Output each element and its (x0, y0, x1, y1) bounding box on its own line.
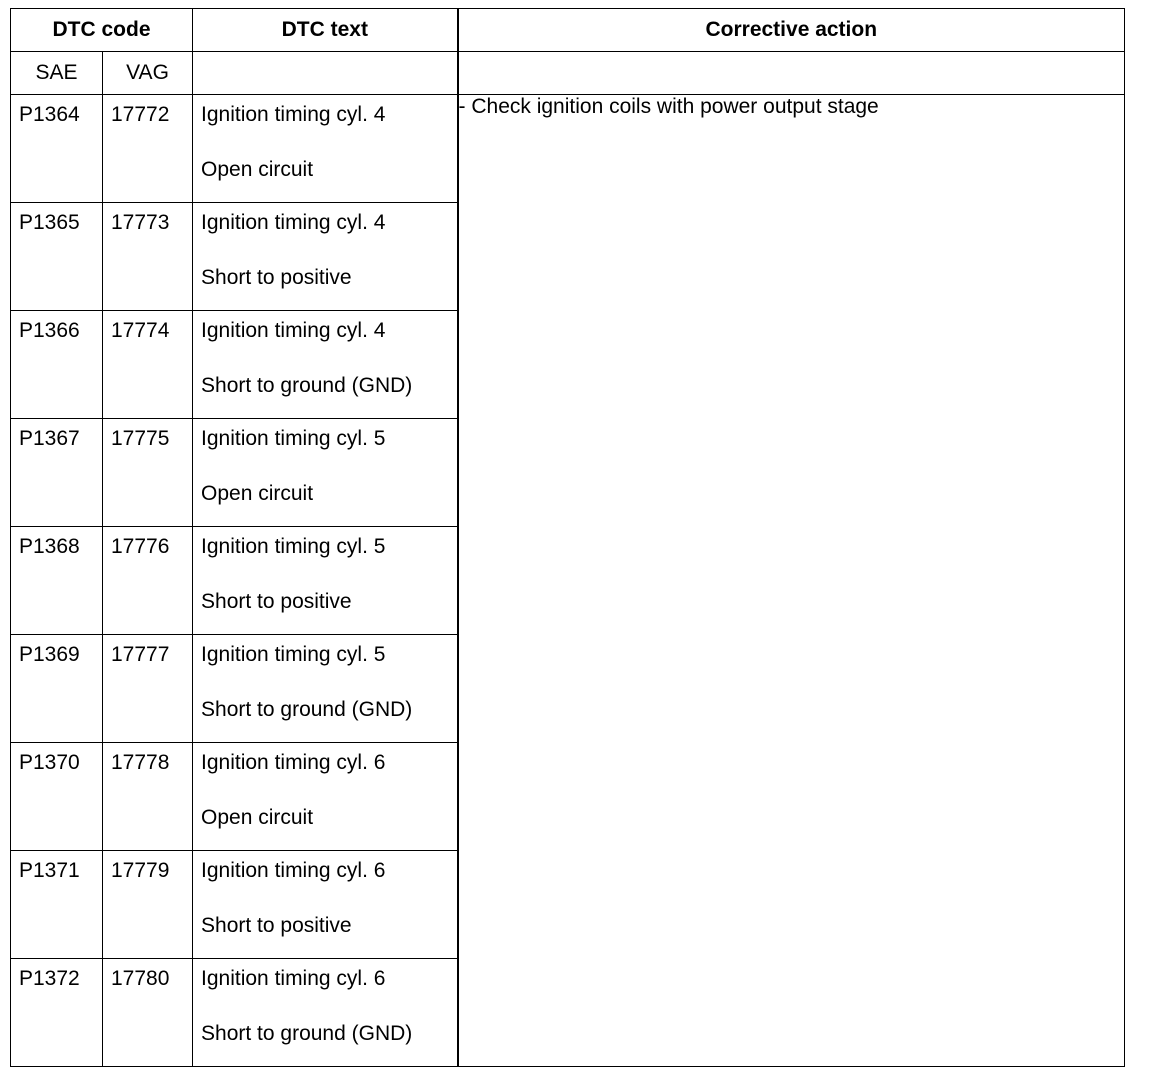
dtc-table-body (11, 95, 1125, 1067)
subheader-row (11, 52, 1125, 95)
header-corrective-action: Corrective action (458, 9, 1125, 52)
dtc-text-fault: Short to positive (201, 914, 352, 937)
sae-code: P1367 (19, 427, 80, 450)
vag-code: 17778 (111, 751, 170, 774)
vag-code: 17776 (111, 535, 170, 558)
dtc-text-fault: Short to positive (201, 266, 352, 289)
sae-code-cell (11, 959, 103, 1067)
dtc-text-fault: Short to positive (201, 590, 352, 613)
sae-code-cell (11, 635, 103, 743)
dtc-text-cell (193, 851, 458, 959)
sae-code-cell (11, 203, 103, 311)
subheader-vag: VAG (103, 52, 193, 95)
sae-code: P1370 (19, 751, 80, 774)
sae-code: P1372 (19, 967, 80, 990)
sae-code: P1366 (19, 319, 80, 342)
sae-code: P1365 (19, 211, 80, 234)
dtc-text-cell (193, 743, 458, 851)
dtc-text-cell (193, 959, 458, 1067)
subheader-sae: SAE (11, 52, 103, 95)
vag-code-cell (103, 851, 193, 959)
dtc-text-cell (193, 95, 458, 203)
dtc-text-fault: Short to ground (GND) (201, 374, 413, 397)
sae-code: P1369 (19, 643, 80, 666)
vag-code-cell (103, 527, 193, 635)
header-dtc-code: DTC code (11, 9, 193, 52)
dtc-text-fault: Open circuit (201, 806, 314, 829)
table-row (11, 95, 1125, 203)
header-dtc-text: DTC text (193, 9, 458, 52)
vag-code-cell (103, 959, 193, 1067)
vag-code: 17777 (111, 643, 170, 666)
dtc-text-title: Ignition timing cyl. 4 (201, 103, 386, 126)
dtc-table (10, 8, 1125, 1067)
dtc-text-title: Ignition timing cyl. 4 (201, 319, 386, 342)
vag-code-cell (103, 95, 193, 203)
vag-code-cell (103, 419, 193, 527)
dtc-text-fault: Short to ground (GND) (201, 698, 413, 721)
dtc-text-cell (193, 419, 458, 527)
dtc-text-title: Ignition timing cyl. 4 (201, 211, 386, 234)
dtc-text-cell (193, 311, 458, 419)
vag-code-cell (103, 311, 193, 419)
sae-code-cell (11, 95, 103, 203)
dtc-text-fault: Short to ground (GND) (201, 1022, 413, 1045)
dtc-text-title: Ignition timing cyl. 5 (201, 535, 386, 558)
vag-code: 17780 (111, 967, 170, 990)
sae-code: P1371 (19, 859, 80, 882)
vag-code: 17772 (111, 103, 170, 126)
sae-code-cell (11, 743, 103, 851)
header-row (11, 9, 1125, 52)
dtc-text-cell (193, 203, 458, 311)
dtc-text-title: Ignition timing cyl. 6 (201, 859, 386, 882)
dtc-text-title: Ignition timing cyl. 5 (201, 643, 386, 666)
subheader-action-empty (458, 52, 1125, 95)
sae-code-cell (11, 527, 103, 635)
vag-code-cell (103, 743, 193, 851)
vag-code: 17779 (111, 859, 170, 882)
dtc-text-title: Ignition timing cyl. 6 (201, 751, 386, 774)
subheader-text-empty (193, 52, 458, 95)
dtc-text-title: Ignition timing cyl. 5 (201, 427, 386, 450)
dtc-text-fault: Open circuit (201, 158, 314, 181)
vag-code: 17773 (111, 211, 170, 234)
dtc-text-cell (193, 635, 458, 743)
sae-code-cell (11, 311, 103, 419)
sae-code-cell (11, 419, 103, 527)
dtc-text-fault: Open circuit (201, 482, 314, 505)
vag-code-cell (103, 635, 193, 743)
corrective-action-cell (458, 95, 1125, 1067)
dtc-text-title: Ignition timing cyl. 6 (201, 967, 386, 990)
sae-code-cell (11, 851, 103, 959)
sae-code: P1364 (19, 103, 80, 126)
vag-code: 17774 (111, 319, 170, 342)
vag-code-cell (103, 203, 193, 311)
dtc-text-cell (193, 527, 458, 635)
sae-code: P1368 (19, 535, 80, 558)
corrective-action-text: - Check ignition coils with power output stage (458, 95, 879, 118)
vag-code: 17775 (111, 427, 170, 450)
